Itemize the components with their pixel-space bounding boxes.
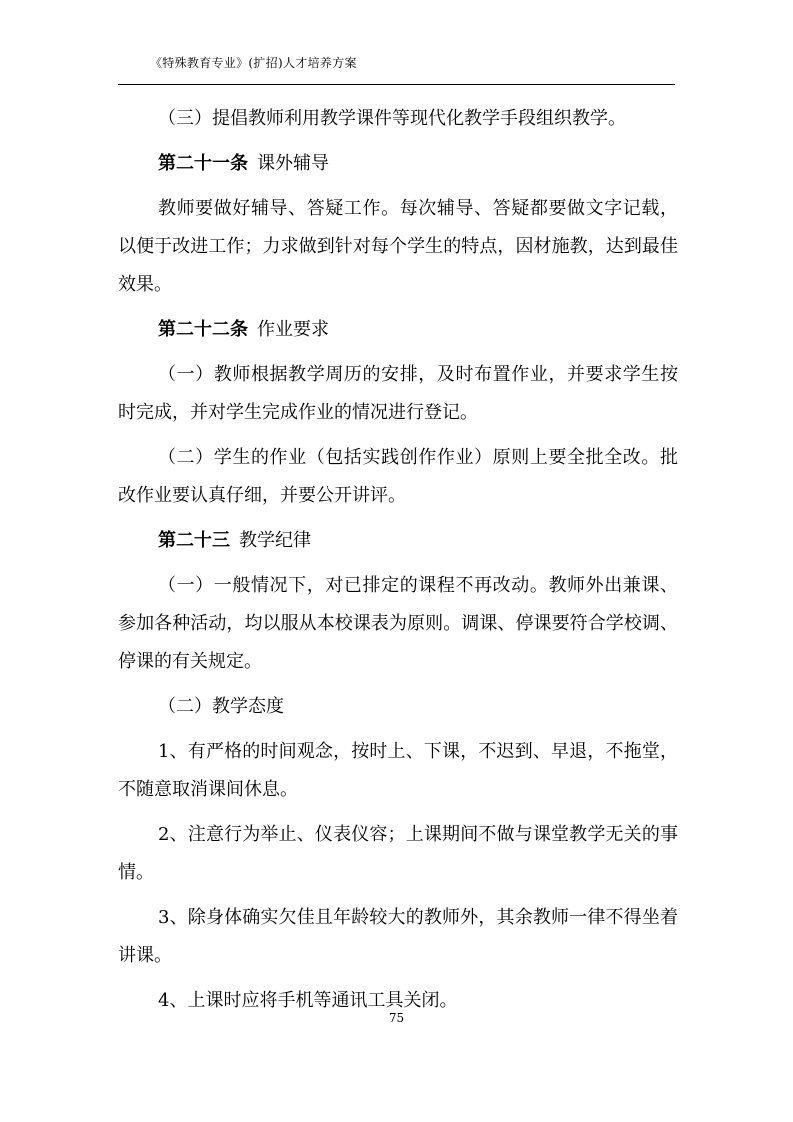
header-rule — [118, 84, 675, 85]
paragraph-homework-grading: （二）学生的作业（包括实践创作作业）原则上要全批全改。批改作业要认真仔细，并要公开讲评。 — [118, 447, 678, 506]
list-item-2: 2、注意行为举止、仪表仪容；上课期间不做与课堂教学无关的事情。 — [118, 824, 678, 883]
article-21-label: 第二十一条 — [158, 153, 248, 174]
document-body — [118, 100, 678, 1020]
article-22-label: 第二十二条 — [158, 319, 248, 340]
article-22-heading — [118, 311, 678, 349]
article-21-heading — [118, 145, 678, 183]
paragraph-homework-assign: （一）教师根据教学周历的安排，及时布置作业，并要求学生按时完成，并对学生完成作业的情况进行登记。 — [118, 364, 678, 423]
list-item-4: 4、上课时应将手机等通讯工具关闭。 — [158, 990, 458, 1011]
article-22-title: 作业要求 — [257, 319, 329, 340]
article-23-heading — [118, 522, 678, 560]
paragraph-teaching-attitude: （二）教学态度 — [158, 696, 284, 717]
list-item-3: 3、除身体确实欠佳且年龄较大的教师外，其余教师一律不得坐着讲课。 — [118, 907, 678, 966]
paragraph-tutoring: 教师要做好辅导、答疑工作。每次辅导、答疑都要做文字记载，以便于改进工作；力求做到针对每个学生的特点，因材施教，达到最佳效果。 — [118, 198, 678, 295]
paragraph-schedule-rules: （一）一般情况下，对已排定的课程不再改动。教师外出兼课、参加各种活动，均以服从本校课表为原则。调课、停课要符合学校调、停课的有关规定。 — [118, 575, 678, 672]
list-item-1: 1、有严格的时间观念，按时上、下课，不迟到、早退，不拖堂，不随意取消课间休息。 — [118, 741, 678, 800]
article-21-title: 课外辅导 — [257, 153, 329, 174]
article-23-label: 第二十三 — [158, 530, 230, 551]
running-header: 《特殊教育专业》(扩招)人才培养方案 — [150, 56, 357, 70]
paragraph-modern-teaching: （三）提倡教师利用教学课件等现代化教学手段组织教学。 — [158, 108, 626, 129]
article-23-title: 教学纪律 — [239, 530, 311, 551]
page-number: 75 — [388, 1011, 405, 1025]
